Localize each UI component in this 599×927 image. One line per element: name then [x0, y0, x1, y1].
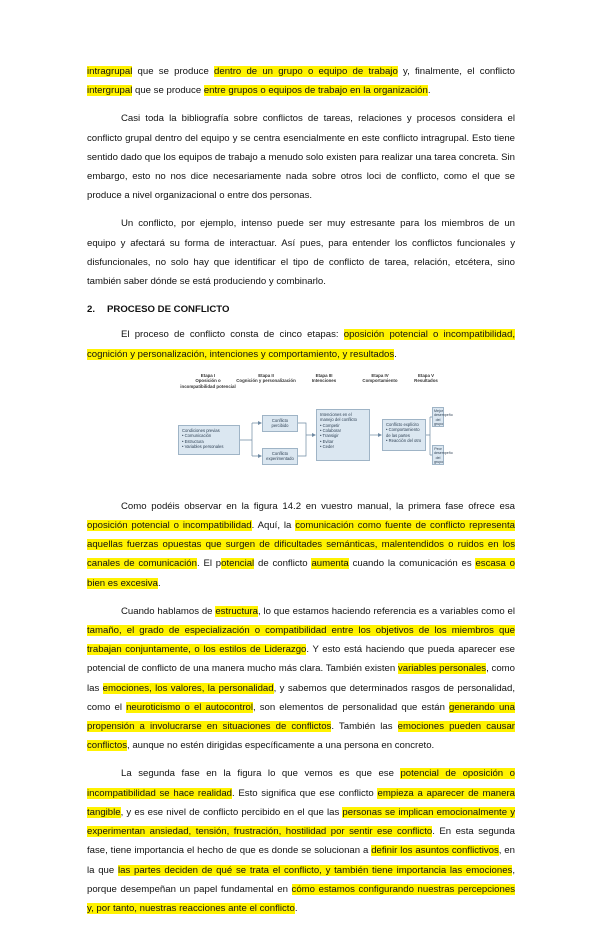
stage-label: Etapa III: [315, 372, 333, 378]
highlight: entre grupos o equipos de trabajo en la organización: [203, 85, 428, 97]
section-heading: [87, 300, 515, 319]
stage-label: Etapa II: [258, 372, 274, 378]
text: .: [394, 348, 397, 360]
text: , aunque no estén dirigidas específicamente a una persona en concreto.: [127, 740, 435, 752]
text: , y es ese nivel de conflicto percibido en el que las: [120, 806, 343, 818]
text: cuando la comunicación es: [348, 558, 476, 570]
box-item: • Reacción del otro: [386, 438, 422, 444]
highlight: otencial: [221, 558, 255, 570]
stage-label: Etapa IV: [371, 372, 389, 378]
document-page: [87, 62, 515, 927]
stage-title: Resultados: [414, 378, 438, 384]
text: .: [294, 902, 298, 914]
highlight: comunicación como fuente de conflicto representa aquellas fuerzas opuestas que surgen de dificultades semánticas, malentendidos o ruidos en los canales de comunicación: [87, 520, 515, 570]
stage-title: Cognición y personalización: [236, 378, 296, 384]
box-item: • Colaborar: [320, 428, 342, 434]
stage-5-header: [396, 373, 456, 384]
text: de conflicto: [254, 558, 312, 570]
highlight: potencial de oposición o incompatibilidad se hace realidad: [87, 768, 515, 799]
highlight: escasa o bien es excesiva: [87, 558, 515, 589]
stage-2-header: [236, 373, 296, 384]
text: . Aquí, la: [251, 520, 296, 532]
highlight: intergrupal: [87, 85, 133, 97]
antecedent-conditions-box: [178, 425, 240, 455]
paragraph-intense-conflict: Un conflicto, por ejemplo, intenso puede ser muy estresante para los miembros de un equipo y afectará su forma de interactuar. Así pues, para entender los conflictos funcionales y disfuncionales, no solo hay que identificar el tipo de conflicto de tarea, relación, etcétera, sino también saber dónde se está produciendo y combinarlo.: [87, 218, 515, 288]
box-title: Intenciones en el manejo del conflicto: [320, 411, 358, 423]
highlight: variables personales: [397, 663, 487, 675]
box-item: • Comportamiento de las partes: [386, 427, 420, 438]
conflict-handling-intentions-box: [316, 409, 370, 461]
box-item: • Estructura: [182, 438, 204, 444]
text: La segunda fase en la figura lo que vemos es que ese: [121, 768, 401, 780]
highlight: empieza a aparecer de manera tangible: [87, 787, 515, 818]
text: , y sabemos que determinados rasgos de personalidad, como el: [87, 682, 515, 713]
box-item: • Evitar: [320, 438, 334, 444]
stage-1-header: [178, 373, 238, 390]
box-item: • Comunicación: [182, 433, 212, 439]
worse-performance-box: Peor desempeño del grupo: [434, 446, 453, 465]
text: . El p: [196, 558, 222, 570]
text: , en la que: [87, 845, 515, 876]
text: . Y esto está haciendo que pueda aparecer ese potencial de conflicto de una manera mucho más clara. También existen: [87, 644, 515, 675]
text: que se produce: [132, 85, 204, 97]
box-item: • Competir: [320, 422, 340, 428]
highlight: tamaño, el grado de especialización o compatibilidad entre los objetivos de los miembros que trabajan conjuntamente, o los estilos de Liderazgo: [87, 625, 515, 656]
highlight: personas se implican emocionalmente y experimentan ansiedad, tensión, frustración, hostilidad por sentir ese conflicto: [87, 806, 515, 838]
section-number: 2.: [87, 304, 96, 316]
conflict-process-figure: [174, 372, 453, 485]
text: .: [427, 85, 431, 97]
text: , como las: [87, 663, 516, 694]
stage-title: Intenciones: [311, 378, 337, 384]
text: . También las: [331, 721, 398, 733]
highlight: estructura: [215, 605, 259, 617]
text: El proceso de conflicto consta de cinco etapas:: [121, 329, 344, 341]
felt-conflict-box: Conflicto experimentado: [262, 448, 298, 465]
highlight: aumenta: [311, 558, 349, 570]
highlight: oposición potencial o incompatibilidad: [87, 520, 252, 532]
box-title: Condiciones previas: [182, 427, 220, 433]
highlight: oposición potencial o incompatibilidad, cognición y personalización, intenciones y comportamiento, y resultados: [87, 329, 515, 360]
highlight: dentro de un grupo o equipo de trabajo: [214, 66, 398, 77]
stage-label: Etapa V: [417, 372, 435, 378]
box-item: • Ceder: [320, 444, 335, 450]
stage-title: Comportamiento: [362, 378, 398, 384]
box-item: • Variables personales: [182, 444, 224, 450]
text: Cuando hablamos de: [121, 605, 216, 617]
text: .: [157, 577, 161, 589]
box-item: • Transigir: [320, 433, 339, 439]
text: , porque desempeñan un papel fundamental en: [87, 864, 515, 895]
text: que se produce: [132, 66, 215, 77]
text: . Esto significa que ese conflicto: [232, 787, 378, 799]
paragraph-second-phase: [87, 764, 515, 918]
better-performance-box: Mejor desempeño del grupo: [434, 408, 453, 427]
perceived-conflict-box: Conflicto percibido: [262, 415, 298, 432]
highlight: generando una propensión a involucrarse en situaciones de conflictos: [87, 701, 515, 733]
highlight: definir los asuntos conflictivos: [371, 845, 499, 857]
highlight: emociones pueden causar conflictos: [87, 721, 515, 752]
stage-title: Oposición o incompatibilidad potencial: [180, 378, 236, 390]
paragraph-five-stages: [87, 325, 515, 363]
highlight: intragrupal: [87, 66, 133, 77]
box-title: Conflicto explícito: [386, 421, 419, 427]
highlight: neuroticismo o el autocontrol: [126, 701, 253, 713]
paragraph-first-phase: [87, 497, 515, 593]
highlight: emociones, los valores, la personalidad: [102, 682, 274, 694]
stage-3-header: [294, 373, 354, 384]
stage-label: Etapa I: [200, 372, 216, 378]
paragraph-conflict-levels: [87, 62, 515, 100]
paragraph-bibliography: Casi toda la bibliografía sobre conflictos de tareas, relaciones y procesos considera el conflicto grupal dentro del equipo y se centra esencialmente en este conflicto intragrupal. Esto tiene sentido dado que los equipos de trabajo a menudo solo existen para realizar una tarea concreta. Sin embargo, esto no nos dice necesariamente nada sobre otros loci de conflicto, como el que se produce a nivel organizacional o entre dos personas.: [87, 113, 515, 202]
text: Como podéis observar en la figura 14.2 en vuestro manual, la primera fase ofrece esa: [121, 500, 515, 512]
text: . En esta segunda fase, tiene importancia el hecho de que es donde se solucionan a: [87, 826, 516, 857]
highlight: cómo estamos configurando nuestras percepciones y, por tanto, nuestras reacciones ante el conflicto: [87, 883, 515, 914]
text: , lo que estamos haciendo referencia es a variables como el: [258, 605, 515, 617]
section-title: PROCESO DE CONFLICTO: [107, 304, 230, 316]
text: y, finalmente, el conflicto: [397, 66, 515, 77]
highlight: las partes deciden de qué se trata el conflicto, y también tiene importancia las emociones: [117, 864, 513, 876]
paragraph-structure: [87, 602, 515, 756]
overt-conflict-box: [382, 419, 426, 451]
text: , son elementos de personalidad que están: [252, 701, 450, 713]
